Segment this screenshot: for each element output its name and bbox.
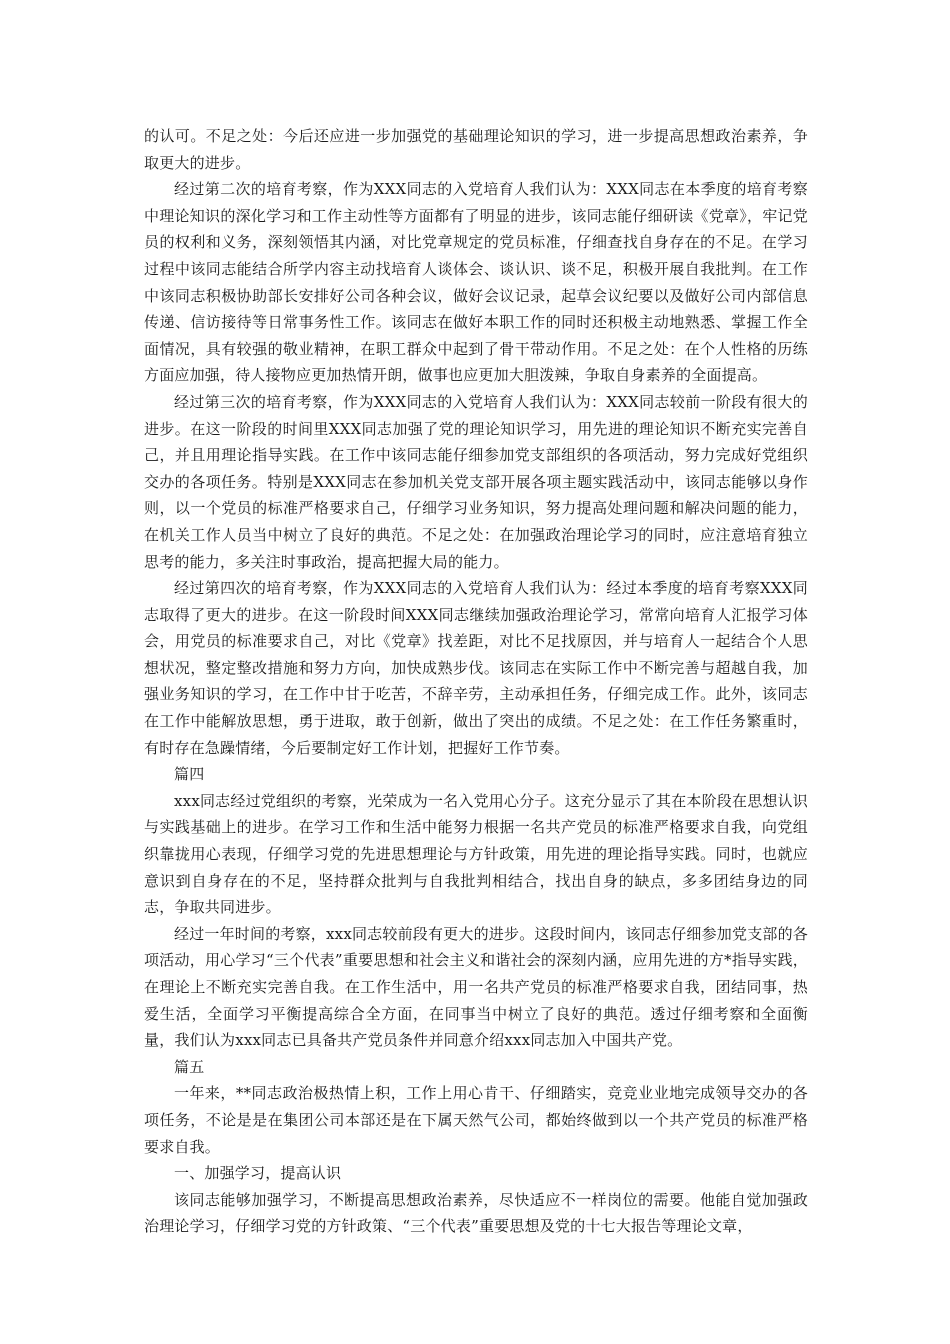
paragraph-3: 经过第三次的培育考察，作为XXX同志的入党培育人我们认为：XXX同志较前一阶段有很大的进步。在这一阶段的时间里XXX同志加强了党的理论知识学习，用先进的理论知识不断充实完善自己，并且用理论指导实践。在工作中该同志能仔细参加党支部组织的各项活动，努力完成好党组织交办的各项任务。特别是XXX同志在参加机关党支部开展各项主题实践活动中，该同志能够以身作则，以一个党员的标准严格要求自己，仔细学习业务知识，努力提高处理问题和解决问题的能力，在机关工作人员当中树立了良好的典范。不足之处：在加强政治理论学习的同时，应注意培育独立思考的能力，多关注时事政治，提高把握大局的能力。 bbox=[144, 392, 808, 571]
paragraph-6: 经过一年时间的考察，xxx同志较前段有更大的进步。这段时间内，该同志仔细参加党支部的各项活动，用心学习“三个代表”重要思想和社会主义和谐社会的深刻内涵，应用先进的方*指导实践，在理论上不断充实完善自我。在工作生活中，用一名共产党员的标准严格要求自我，团结同事，热爱生活，全面学习平衡提高综合全方面，在同事当中树立了良好的典范。透过仔细考察和全面衡量，我们认为xxx同志已具备共产党员条件并同意介绍xxx同志加入中国共产党。 bbox=[144, 924, 808, 1050]
subsection-heading-1: 一、加强学习，提高认识 bbox=[174, 1164, 342, 1183]
paragraph-8: 该同志能够加强学习，不断提高思想政治素养，尽快适应不一样岗位的需要。他能自觉加强政治理论学习，仔细学习党的方针政策、“三个代表”重要思想及党的十七大报告等理论文章， bbox=[144, 1190, 808, 1236]
paragraph-1: 的认可。不足之处：今后还应进一步加强党的基础理论知识的学习，进一步提高思想政治素养，争取更大的进步。 bbox=[144, 127, 808, 172]
paragraph-5: xxx同志经过党组织的考察，光荣成为一名入党用心分子。这充分显示了其在本阶段在思想认识与实践基础上的进步。在学习工作和生活中能努力根据一名共产党员的标准严格要求自我，向党组织靠拢用心表现，仔细学习党的先进思想理论与方针政策，用先进的理论指导实践。同时，也就应意识到自身存在的不足，坚持群众批判与自我批判相结合，找出自身的缺点，多多团结身边的同志，争取共同进步。 bbox=[144, 791, 808, 917]
section-heading-4: 篇四 bbox=[174, 765, 205, 784]
document-body bbox=[144, 123, 808, 1240]
paragraph-4: 经过第四次的培育考察，作为XXX同志的入党培育人我们认为：经过本季度的培育考察XXX同志取得了更大的进步。在这一阶段时间XXX同志继续加强政治理论学习，常常向培育人汇报学习体会，用党员的标准要求自己，对比《党章》找差距，对比不足找原因，并与培育人一起结合个人思想状况，整定整改措施和努力方向，加快成熟步伐。该同志在实际工作中不断完善与超越自我，加强业务知识的学习，在工作中甘于吃苦，不辞辛劳，主动承担任务，仔细完成工作。此外，该同志在工作中能解放思想，勇于进取，敢于创新，做出了突出的成绩。不足之处：在工作任务繁重时，有时存在急躁情绪，今后要制定好工作计划，把握好工作节奏。 bbox=[144, 579, 808, 757]
section-heading-5: 篇五 bbox=[174, 1057, 205, 1076]
paragraph-2: 经过第二次的培育考察，作为XXX同志的入党培育人我们认为：XXX同志在本季度的培育考察中理论知识的深化学习和工作主动性等方面都有了明显的进步，该同志能仔细研读《党章》，牢记党员的权利和义务，深刻领悟其内涵，对比党章规定的党员标准，仔细查找自身存在的不足。在学习过程中该同志能结合所学内容主动找培育人谈体会、谈认识、谈不足，积极开展自我批判。在工作中该同志积极协助部长安排好公司各种会议，做好会议记录，起草会议纪要以及做好公司内部信息传递、信访接待等日常事务性工作。该同志在做好本职工作的同时还积极主动地熟悉、掌握工作全面情况，具有较强的敬业精神，在职工群众中起到了骨干带动作用。不足之处：在个人性格的历练方面应加强，待人接物应更加热情开朗，做事也应更加大胆泼辣，争取自身素养的全面提高。 bbox=[144, 180, 808, 385]
paragraph-7: 一年来，**同志政治极热情上积，工作上用心肯干、仔细踏实，竞竞业业地完成领导交办的各项任务，不论是是在集团公司本部还是在下属天然气公司，都始终做到以一个共产党员的标准严格要求自我。 bbox=[144, 1084, 808, 1156]
